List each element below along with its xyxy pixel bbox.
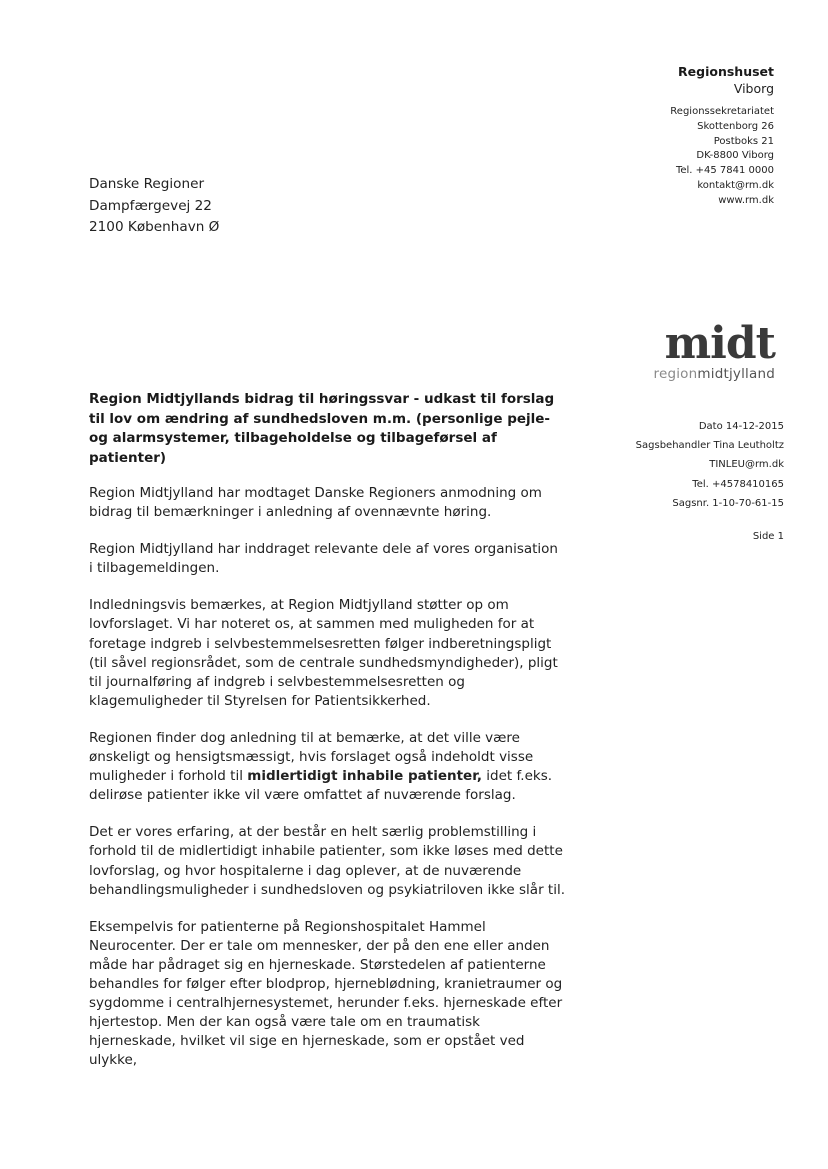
sender-pobox: Postboks 21 (713, 135, 774, 147)
logo-subline (640, 366, 775, 382)
sender-phone: Tel. +45 7841 0000 (675, 165, 774, 177)
sender-city: Viborg (733, 81, 774, 96)
page-number: Side 1 (752, 531, 784, 542)
logo-sub-light: region (653, 366, 698, 382)
paragraph: Eksempelvis for patienterne på Regionshospitalet Hammel Neurocenter. Der er tale om mennesker, der på den ene eller anden måde har pådraget sig en hjerneskade. Størstedelen af patienterne behandles for følger efter blodprop, hjerneblødning, kranietraumer og sygdomme i centralhjernesystemet, herunder f.eks. hjerneskade efter hjertestop. Men der kan også være tale om en traumatisk hjerneskade, hvilket vil sige en hjerneskade, som er opstået ved ulykke, (89, 918, 563, 1069)
paragraph: Region Midtjylland har inddraget relevante dele af vores organisation i tilbagemeldingen. (89, 541, 558, 577)
emphasis-text: midlertidigt inhabile patienter, (247, 768, 483, 785)
meta-case-number: Sagsnr. 1-10-70-61-15 (672, 497, 784, 509)
paragraph-text: Regionen finder dog anledning til at bemærke, at det ville være ønskeligt og hensigtsmæssigt, hvis forslaget også indeholdt visse muligheder i forhold til (89, 729, 534, 785)
meta-phone: Tel. +4578410165 (692, 478, 784, 490)
meta-email: TINLEU@rm.dk (709, 459, 784, 471)
recipient-address (89, 174, 219, 239)
paragraph (89, 729, 569, 805)
paragraph: Det er vores erfaring, at der består en helt særlig problemstilling i forhold til de midlertidigt inhabile patienter, som ikke løses med dette lovforslag, og hvor hospitalerne i dag oplever, at de nuværende behandlingsmuligheder i sundhedsloven og psykiatriloven ikke slår til. (89, 824, 566, 898)
sender-org: Regionshuset (678, 64, 774, 79)
meta-handler: Sagsbehandler Tina Leutholtz (635, 440, 784, 452)
letter-subject: Region Midtjyllands bidrag til høringssvar - udkast til forslag til lov om ændring af sundhedsloven m.m. (personlige pejle- og alarmsystemer, tilbageholdelse og tilbageførsel af patienter) (89, 391, 555, 466)
region-midtjylland-logo (640, 318, 775, 382)
sender-website: www.rm.dk (718, 194, 774, 206)
paragraph-text: idet f.eks. delirøse patienter ikke vil være omfattet af nuværende forslag. (89, 768, 553, 804)
meta-date: Dato 14-12-2015 (698, 421, 784, 432)
logo-wordmark: midt (664, 318, 775, 369)
recipient-name: Danske Regioner (89, 176, 205, 192)
sender-department: Regionssekretariatet (670, 106, 774, 117)
sender-email: kontakt@rm.dk (697, 179, 774, 191)
paragraph: Region Midtjylland har modtaget Danske Regioners anmodning om bidrag til bemærkninger i anledning af ovennævnte høring. (89, 485, 542, 521)
recipient-street: Dampfærgevej 22 (89, 197, 212, 214)
letter-metadata (564, 417, 784, 513)
sender-address-block (574, 64, 774, 209)
sender-street: Skottenborg 26 (697, 120, 774, 132)
letter-body (89, 484, 569, 1088)
paragraph: Indledningsvis bemærkes, at Region Midtjylland støtter op om lovforslaget. Vi har noteret os, at sammen med muligheden for at foretage indgreb i selvbestemmelsesretten følger indberetningspligt (til såvel regionsrådet, som de centrale sundhedsmyndigheder), pligt til journalføring af indgreb i selvbestemmelsesretten og klagemuligheder til Styrelsen for Patientsikkerhed. (89, 597, 558, 709)
recipient-city: 2100 København Ø (89, 219, 220, 235)
sender-postcode: DK-8800 Viborg (696, 150, 774, 162)
logo-sub-bold: midtjylland (697, 366, 775, 382)
